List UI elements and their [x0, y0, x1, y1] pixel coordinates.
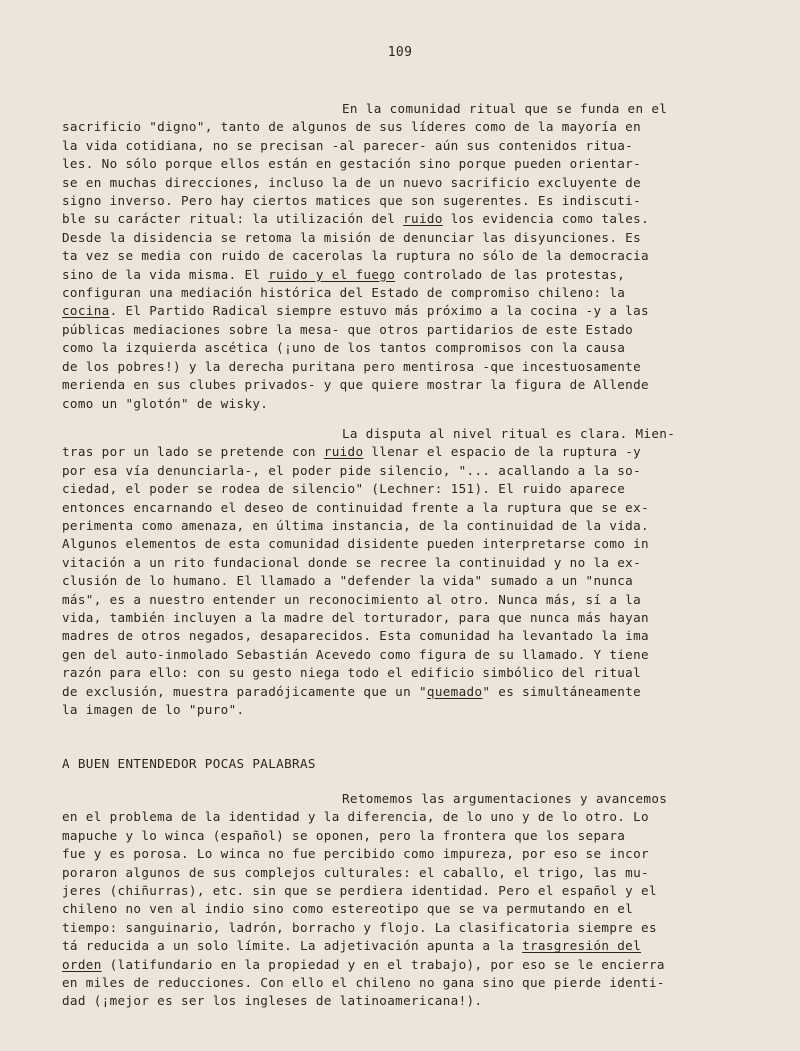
- underlined-cocina: cocina: [62, 303, 110, 319]
- text-line: Algunos elementos de esta comunidad disidente pueden interpretarse como in: [62, 536, 649, 552]
- text-line: [62, 937, 762, 955]
- paragraph-2: [62, 425, 762, 720]
- text-segment: ble su carácter ritual: la utilización del: [62, 211, 404, 227]
- text-line: en el problema de la identidad y la diferencia, de lo uno y de lo otro. Lo: [62, 809, 649, 825]
- text-line: [62, 266, 762, 284]
- text-line: ciedad, el poder se rodea de silencio" (Lechner: 151). El ruido aparece: [62, 481, 626, 497]
- text-line: [62, 956, 762, 974]
- text-line: por esa vía denunciarla-, el poder pide silencio, "... acallando a la so-: [62, 462, 642, 478]
- text-line: se en muchas direcciones, incluso la de un nuevo sacrificio excluyente de: [62, 174, 642, 190]
- underlined-orden: orden: [62, 956, 102, 972]
- text-line: [62, 443, 762, 461]
- text-line: [62, 683, 762, 701]
- text-line: fue y es porosa. Lo winca no fue percibido como impureza, por eso se incor: [62, 846, 649, 862]
- text-line: gen del auto-inmolado Sebastián Acevedo como figura de su llamado. Y tiene: [62, 646, 649, 662]
- text-line: más", es a nuestro entender un reconocimiento al otro. Nunca más, sí a la: [62, 591, 642, 607]
- text-line: chileno no ven al indio sino como estereotipo que se va permutando en el: [62, 901, 634, 917]
- underlined-trasgresion: trasgresión del: [522, 938, 642, 954]
- text-segment: tras por un lado se pretende con: [62, 444, 324, 460]
- text-line: de los pobres!) y la derecha puritana pero mentirosa -que incestuosamente: [62, 358, 642, 374]
- text-line: entonces encarnando el deseo de continuidad frente a la ruptura que se ex-: [62, 499, 649, 515]
- text-line: vida, también incluyen a la madre del torturador, para que nunca más hayan: [62, 610, 649, 626]
- underlined-ruido: ruido: [323, 444, 364, 460]
- text-line: [62, 210, 762, 228]
- text-line: [62, 302, 762, 320]
- text-line: dad (¡mejor es ser los ingleses de latinoamericana!).: [62, 993, 483, 1009]
- paragraph-3: [62, 790, 762, 1011]
- text-line: vitación a un rito fundacional donde se recree la continuidad y no la ex-: [62, 554, 642, 570]
- text-segment: . El Partido Radical siempre estuvo más próximo a la cocina -y a las: [109, 303, 649, 319]
- text-line: sacrificio "digno", tanto de algunos de sus líderes como de la mayoría en: [62, 119, 642, 135]
- text-segment: tá reducida a un solo límite. La adjetivación apunta a la: [62, 938, 523, 954]
- text-line: En la comunidad ritual que se funda en el: [342, 101, 668, 116]
- text-segment: los evidencia como tales.: [442, 211, 649, 227]
- section-heading: A BUEN ENTENDEDOR POCAS PALABRAS: [62, 756, 316, 771]
- text-line: jeres (chiñurras), etc. sin que se perdiera identidad. Pero el español y el: [62, 883, 657, 899]
- text-line: como un "glotón" de wisky.: [62, 395, 269, 411]
- text-line: mapuche y lo winca (español) se oponen, pero la frontera que los separa: [62, 827, 626, 843]
- text-line: la vida cotidiana, no se precisan -al parecer- aún sus contenidos ritua-: [62, 137, 634, 153]
- text-segment: de exclusión, muestra paradójicamente que un ": [62, 683, 427, 699]
- page-number: 109: [387, 45, 413, 60]
- text-line: ta vez se media con ruido de cacerolas la ruptura no sólo de la democracia: [62, 248, 649, 264]
- text-segment: " es simultáneamente: [482, 683, 642, 699]
- text-line: clusión de lo humano. El llamado a "defender la vida" sumado a un "nunca: [62, 573, 634, 589]
- text-line: tiempo: sanguinario, ladrón, borracho y flojo. La clasificatoria siempre es: [62, 919, 657, 935]
- underlined-ruido-fuego: ruido y el fuego: [268, 266, 396, 282]
- text-line: Retomemos las argumentaciones y avancemos: [342, 791, 668, 806]
- text-line: en miles de reducciones. Con ello el chileno no gana sino que pierde identi-: [62, 975, 665, 991]
- text-line: perimenta como amenaza, en última instancia, de la continuidad de la vida.: [62, 518, 649, 534]
- text-line: merienda en sus clubes privados- y que quiere mostrar la figura de Allende: [62, 377, 649, 393]
- text-line: como la izquierda ascética (¡uno de los tantos compromisos con la causa: [62, 340, 626, 356]
- text-segment: llenar el espacio de la ruptura -y: [363, 444, 642, 460]
- text-line: razón para ello: con su gesto niega todo el edificio simbólico del ritual: [62, 665, 642, 681]
- text-line: configuran una mediación histórica del Estado de compromiso chileno: la: [62, 285, 626, 301]
- text-line: públicas mediaciones sobre la mesa- que otros partidarios de este Estado: [62, 321, 634, 337]
- text-line: La disputa al nivel ritual es clara. Mien-: [342, 426, 676, 441]
- text-line: madres de otros negados, desaparecidos. Esta comunidad ha levantado la ima: [62, 628, 649, 644]
- text-segment: (latifundario en la propiedad y en el trabajo), por eso se le encierra: [101, 956, 665, 972]
- text-line: la imagen de lo "puro".: [62, 702, 245, 718]
- text-line: les. No sólo porque ellos están en gestación sino porque pueden orientar-: [62, 156, 642, 172]
- text-segment: controlado de las protestas,: [395, 266, 626, 282]
- text-line: poraron algunos de sus complejos culturales: el caballo, el trigo, las mu-: [62, 864, 649, 880]
- underlined-ruido: ruido: [403, 211, 443, 227]
- text-line: signo inverso. Pero hay ciertos matices que son sugerentes. Es indiscuti-: [62, 193, 642, 209]
- text-segment: sino de la vida misma. El: [62, 266, 269, 282]
- paragraph-1: [62, 100, 762, 413]
- text-line: Desde la disidencia se retoma la misión de denunciar las disyunciones. Es: [62, 229, 642, 245]
- underlined-quemado: quemado: [426, 683, 483, 699]
